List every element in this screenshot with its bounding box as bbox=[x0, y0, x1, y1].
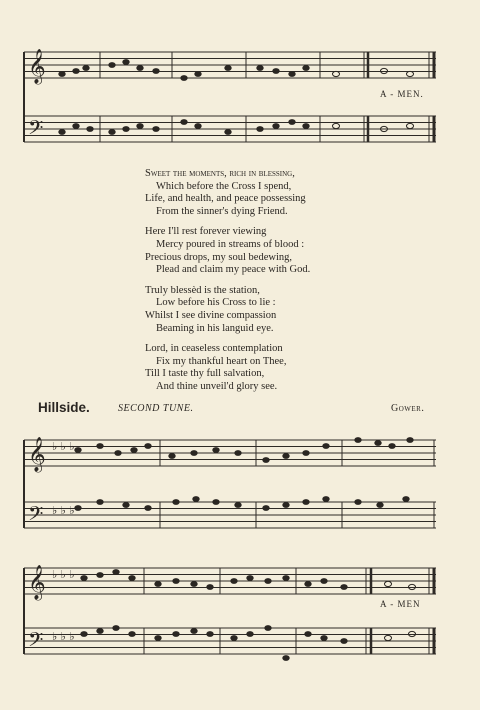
verse-line: Precious drops, my soul bedewing, bbox=[145, 251, 292, 263]
verse-line: Here I'll rest forever viewing bbox=[145, 226, 267, 238]
verse-line: And thine unveil'd glory see. bbox=[156, 380, 278, 392]
svg-text:♭ ♭ ♭: ♭ ♭ ♭ bbox=[52, 630, 75, 643]
notes-3 bbox=[81, 570, 416, 661]
verse-line: Sweet the moments, rich in blessing, bbox=[145, 168, 295, 179]
svg-text:♭ ♭ ♭: ♭ ♭ ♭ bbox=[52, 440, 75, 453]
hymn-title: Hillside. bbox=[38, 400, 90, 415]
verse-line: Truly blessèd is the station, bbox=[145, 284, 260, 296]
svg-text:𝄢: 𝄢 bbox=[28, 628, 44, 656]
verse-line: Which before the Cross I spend, bbox=[156, 180, 292, 192]
composer-name: Gower. bbox=[391, 403, 425, 414]
verse-line: Mercy poured in streams of blood : bbox=[156, 238, 305, 250]
svg-text:𝄢: 𝄢 bbox=[28, 116, 44, 144]
svg-text:♭ ♭ ♭: ♭ ♭ ♭ bbox=[52, 568, 75, 581]
amen-label-1: A - MEN. bbox=[380, 89, 424, 99]
verse-line: Fix my thankful heart on Thee, bbox=[156, 355, 287, 367]
tune-label: SECOND TUNE. bbox=[118, 403, 194, 414]
svg-text:𝄞: 𝄞 bbox=[28, 437, 46, 472]
svg-text:𝄞: 𝄞 bbox=[28, 49, 46, 84]
verse-line: Lord, in ceaseless contemplation bbox=[145, 343, 283, 355]
verse-line: Plead and claim my peace with God. bbox=[156, 264, 311, 276]
svg-text:𝄞: 𝄞 bbox=[28, 565, 46, 600]
amen-label-3: A - MEN bbox=[380, 599, 421, 609]
verse-line: Till I taste thy full salvation, bbox=[145, 368, 265, 380]
verse-line: Beaming in his languid eye. bbox=[156, 322, 274, 334]
verse-line: Low before his Cross to lie : bbox=[156, 297, 276, 309]
clefs-3 bbox=[28, 565, 75, 656]
verse-line: From the sinner's dying Friend. bbox=[156, 205, 288, 217]
treble-staff-3 bbox=[24, 568, 436, 594]
svg-text:♭ ♭ ♭: ♭ ♭ ♭ bbox=[52, 504, 75, 517]
svg-text:𝄢: 𝄢 bbox=[28, 502, 44, 530]
verse-line: Life, and health, and peace possessing bbox=[145, 193, 306, 205]
verse-line: Whilst I see divine compassion bbox=[145, 309, 277, 321]
